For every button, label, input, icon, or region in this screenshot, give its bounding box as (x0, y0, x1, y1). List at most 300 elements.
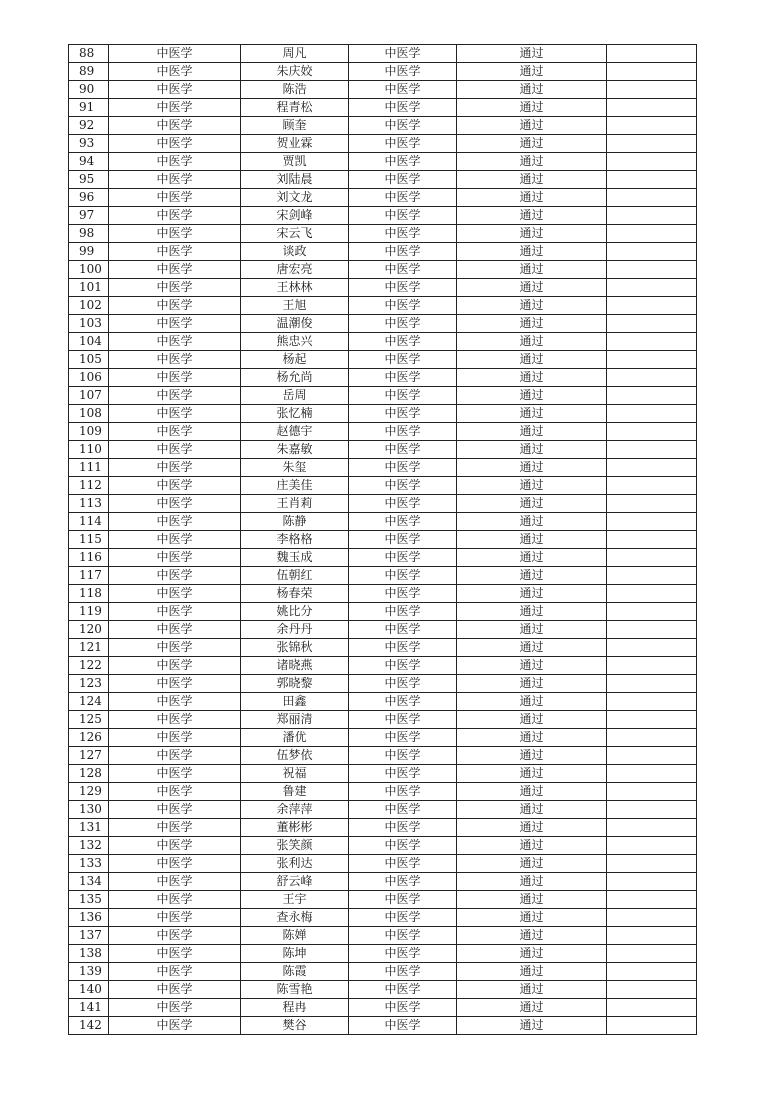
student-name-cell: 祝福 (241, 765, 349, 783)
program-cell: 中医学 (349, 387, 457, 405)
student-name-cell: 诸晓燕 (241, 657, 349, 675)
student-name-cell: 陈浩 (241, 81, 349, 99)
program-cell: 中医学 (349, 909, 457, 927)
row-number-cell: 113 (69, 495, 109, 513)
student-name-cell: 赵德宇 (241, 423, 349, 441)
student-name-cell: 杨起 (241, 351, 349, 369)
row-number-cell: 122 (69, 657, 109, 675)
remark-cell (607, 477, 697, 495)
program-cell: 中医学 (349, 531, 457, 549)
result-cell: 通过 (457, 189, 607, 207)
program-cell: 中医学 (349, 729, 457, 747)
row-number-cell: 124 (69, 693, 109, 711)
remark-cell (607, 927, 697, 945)
table-row (69, 1017, 697, 1035)
row-number-cell: 134 (69, 873, 109, 891)
row-number-cell: 108 (69, 405, 109, 423)
major-cell: 中医学 (109, 405, 241, 423)
remark-cell (607, 585, 697, 603)
table-row (69, 495, 697, 513)
major-cell: 中医学 (109, 477, 241, 495)
result-cell: 通过 (457, 567, 607, 585)
row-number-cell: 106 (69, 369, 109, 387)
major-cell: 中医学 (109, 45, 241, 63)
result-cell: 通过 (457, 207, 607, 225)
program-cell: 中医学 (349, 585, 457, 603)
result-cell: 通过 (457, 603, 607, 621)
result-cell: 通过 (457, 927, 607, 945)
row-number-cell: 96 (69, 189, 109, 207)
row-number-cell: 97 (69, 207, 109, 225)
result-cell: 通过 (457, 117, 607, 135)
remark-cell (607, 495, 697, 513)
table-row (69, 189, 697, 207)
row-number-cell: 90 (69, 81, 109, 99)
row-number-cell: 103 (69, 315, 109, 333)
student-name-cell: 张利达 (241, 855, 349, 873)
row-number-cell: 125 (69, 711, 109, 729)
row-number-cell: 101 (69, 279, 109, 297)
major-cell: 中医学 (109, 369, 241, 387)
result-cell: 通过 (457, 639, 607, 657)
table-row (69, 603, 697, 621)
row-number-cell: 95 (69, 171, 109, 189)
program-cell: 中医学 (349, 819, 457, 837)
row-number-cell: 120 (69, 621, 109, 639)
table-row (69, 909, 697, 927)
row-number-cell: 121 (69, 639, 109, 657)
remark-cell (607, 603, 697, 621)
row-number-cell: 140 (69, 981, 109, 999)
program-cell: 中医学 (349, 459, 457, 477)
major-cell: 中医学 (109, 549, 241, 567)
student-name-cell: 魏玉成 (241, 549, 349, 567)
remark-cell (607, 171, 697, 189)
result-cell: 通过 (457, 855, 607, 873)
program-cell: 中医学 (349, 297, 457, 315)
remark-cell (607, 459, 697, 477)
result-cell: 通过 (457, 621, 607, 639)
result-cell: 通过 (457, 387, 607, 405)
result-cell: 通过 (457, 783, 607, 801)
result-cell: 通过 (457, 441, 607, 459)
program-cell: 中医学 (349, 675, 457, 693)
remark-cell (607, 747, 697, 765)
result-cell: 通过 (457, 693, 607, 711)
table-row (69, 945, 697, 963)
row-number-cell: 92 (69, 117, 109, 135)
row-number-cell: 94 (69, 153, 109, 171)
result-cell: 通过 (457, 495, 607, 513)
major-cell: 中医学 (109, 765, 241, 783)
major-cell: 中医学 (109, 135, 241, 153)
result-cell: 通过 (457, 711, 607, 729)
major-cell: 中医学 (109, 855, 241, 873)
major-cell: 中医学 (109, 441, 241, 459)
program-cell: 中医学 (349, 513, 457, 531)
remark-cell (607, 729, 697, 747)
student-name-cell: 陈坤 (241, 945, 349, 963)
table-row (69, 405, 697, 423)
student-name-cell: 鲁建 (241, 783, 349, 801)
row-number-cell: 141 (69, 999, 109, 1017)
row-number-cell: 126 (69, 729, 109, 747)
program-cell: 中医学 (349, 621, 457, 639)
remark-cell (607, 369, 697, 387)
program-cell: 中医学 (349, 783, 457, 801)
program-cell: 中医学 (349, 963, 457, 981)
remark-cell (607, 909, 697, 927)
table-row (69, 819, 697, 837)
student-name-cell: 贺业霖 (241, 135, 349, 153)
student-name-cell: 朱嘉敏 (241, 441, 349, 459)
result-cell: 通过 (457, 423, 607, 441)
remark-cell (607, 657, 697, 675)
table-row (69, 783, 697, 801)
remark-cell (607, 441, 697, 459)
program-cell: 中医学 (349, 117, 457, 135)
program-cell: 中医学 (349, 189, 457, 207)
program-cell: 中医学 (349, 99, 457, 117)
row-number-cell: 116 (69, 549, 109, 567)
table-row (69, 765, 697, 783)
row-number-cell: 136 (69, 909, 109, 927)
table-row (69, 693, 697, 711)
student-name-cell: 舒云峰 (241, 873, 349, 891)
remark-cell (607, 99, 697, 117)
table-row (69, 63, 697, 81)
result-cell: 通过 (457, 243, 607, 261)
result-cell: 通过 (457, 657, 607, 675)
major-cell: 中医学 (109, 657, 241, 675)
remark-cell (607, 981, 697, 999)
student-name-cell: 查永梅 (241, 909, 349, 927)
student-name-cell: 王宇 (241, 891, 349, 909)
result-cell: 通过 (457, 369, 607, 387)
row-number-cell: 112 (69, 477, 109, 495)
result-cell: 通过 (457, 729, 607, 747)
table-row (69, 171, 697, 189)
program-cell: 中医学 (349, 693, 457, 711)
student-name-cell: 李格格 (241, 531, 349, 549)
major-cell: 中医学 (109, 621, 241, 639)
result-cell: 通过 (457, 981, 607, 999)
major-cell: 中医学 (109, 225, 241, 243)
row-number-cell: 110 (69, 441, 109, 459)
remark-cell (607, 189, 697, 207)
row-number-cell: 105 (69, 351, 109, 369)
table-row (69, 351, 697, 369)
result-cell: 通过 (457, 81, 607, 99)
row-number-cell: 115 (69, 531, 109, 549)
row-number-cell: 128 (69, 765, 109, 783)
row-number-cell: 133 (69, 855, 109, 873)
table-row (69, 387, 697, 405)
student-name-cell: 陈霞 (241, 963, 349, 981)
result-cell: 通过 (457, 459, 607, 477)
table-row (69, 369, 697, 387)
student-name-cell: 宋剑峰 (241, 207, 349, 225)
row-number-cell: 102 (69, 297, 109, 315)
student-name-cell: 刘文龙 (241, 189, 349, 207)
program-cell: 中医学 (349, 603, 457, 621)
student-name-cell: 陈静 (241, 513, 349, 531)
row-number-cell: 104 (69, 333, 109, 351)
major-cell: 中医学 (109, 603, 241, 621)
program-cell: 中医学 (349, 855, 457, 873)
program-cell: 中医学 (349, 567, 457, 585)
remark-cell (607, 135, 697, 153)
result-cell: 通过 (457, 801, 607, 819)
major-cell: 中医学 (109, 729, 241, 747)
program-cell: 中医学 (349, 81, 457, 99)
student-name-cell: 张笑颜 (241, 837, 349, 855)
result-cell: 通过 (457, 315, 607, 333)
table-row (69, 657, 697, 675)
table-row (69, 963, 697, 981)
result-cell: 通过 (457, 765, 607, 783)
major-cell: 中医学 (109, 423, 241, 441)
result-cell: 通过 (457, 747, 607, 765)
student-name-cell: 伍梦依 (241, 747, 349, 765)
major-cell: 中医学 (109, 1017, 241, 1035)
program-cell: 中医学 (349, 765, 457, 783)
row-number-cell: 131 (69, 819, 109, 837)
remark-cell (607, 531, 697, 549)
result-cell: 通过 (457, 477, 607, 495)
table-row (69, 423, 697, 441)
row-number-cell: 119 (69, 603, 109, 621)
row-number-cell: 107 (69, 387, 109, 405)
row-number-cell: 99 (69, 243, 109, 261)
remark-cell (607, 243, 697, 261)
row-number-cell: 123 (69, 675, 109, 693)
result-cell: 通过 (457, 225, 607, 243)
result-cell: 通过 (457, 531, 607, 549)
result-cell: 通过 (457, 891, 607, 909)
major-cell: 中医学 (109, 639, 241, 657)
student-name-cell: 潘优 (241, 729, 349, 747)
remark-cell (607, 513, 697, 531)
major-cell: 中医学 (109, 963, 241, 981)
major-cell: 中医学 (109, 711, 241, 729)
major-cell: 中医学 (109, 189, 241, 207)
table-row (69, 477, 697, 495)
student-name-cell: 陈婵 (241, 927, 349, 945)
student-name-cell: 周凡 (241, 45, 349, 63)
student-name-cell: 余丹丹 (241, 621, 349, 639)
student-name-cell: 田鑫 (241, 693, 349, 711)
program-cell: 中医学 (349, 981, 457, 999)
remark-cell (607, 819, 697, 837)
program-cell: 中医学 (349, 63, 457, 81)
major-cell: 中医学 (109, 819, 241, 837)
student-name-cell: 朱玺 (241, 459, 349, 477)
remark-cell (607, 315, 697, 333)
result-cell: 通过 (457, 405, 607, 423)
student-name-cell: 董彬彬 (241, 819, 349, 837)
program-cell: 中医学 (349, 549, 457, 567)
result-cell: 通过 (457, 513, 607, 531)
result-cell: 通过 (457, 963, 607, 981)
program-cell: 中医学 (349, 657, 457, 675)
result-cell: 通过 (457, 909, 607, 927)
remark-cell (607, 153, 697, 171)
scanned-document-page (68, 44, 696, 1035)
row-number-cell: 91 (69, 99, 109, 117)
program-cell: 中医学 (349, 927, 457, 945)
major-cell: 中医学 (109, 927, 241, 945)
remark-cell (607, 81, 697, 99)
table-row (69, 135, 697, 153)
major-cell: 中医学 (109, 207, 241, 225)
table-row (69, 117, 697, 135)
program-cell: 中医学 (349, 279, 457, 297)
major-cell: 中医学 (109, 351, 241, 369)
remark-cell (607, 783, 697, 801)
result-cell: 通过 (457, 333, 607, 351)
major-cell: 中医学 (109, 117, 241, 135)
result-cell: 通过 (457, 135, 607, 153)
remark-cell (607, 765, 697, 783)
program-cell: 中医学 (349, 243, 457, 261)
table-row (69, 261, 697, 279)
table-row (69, 279, 697, 297)
program-cell: 中医学 (349, 837, 457, 855)
student-name-cell: 唐宏亮 (241, 261, 349, 279)
result-cell: 通过 (457, 837, 607, 855)
result-cell: 通过 (457, 261, 607, 279)
student-name-cell: 谈政 (241, 243, 349, 261)
result-cell: 通过 (457, 297, 607, 315)
student-name-cell: 余萍萍 (241, 801, 349, 819)
table-row (69, 981, 697, 999)
major-cell: 中医学 (109, 387, 241, 405)
student-name-cell: 陈雪艳 (241, 981, 349, 999)
remark-cell (607, 639, 697, 657)
student-name-cell: 王肖莉 (241, 495, 349, 513)
result-cell: 通过 (457, 171, 607, 189)
remark-cell (607, 117, 697, 135)
student-name-cell: 伍朝红 (241, 567, 349, 585)
student-name-cell: 杨允尚 (241, 369, 349, 387)
table-row (69, 711, 697, 729)
student-name-cell: 郑丽清 (241, 711, 349, 729)
remark-cell (607, 549, 697, 567)
remark-cell (607, 225, 697, 243)
major-cell: 中医学 (109, 261, 241, 279)
major-cell: 中医学 (109, 567, 241, 585)
program-cell: 中医学 (349, 801, 457, 819)
major-cell: 中医学 (109, 63, 241, 81)
table-row (69, 639, 697, 657)
row-number-cell: 89 (69, 63, 109, 81)
remark-cell (607, 45, 697, 63)
student-name-cell: 庄美佳 (241, 477, 349, 495)
table-row (69, 243, 697, 261)
student-name-cell: 王林林 (241, 279, 349, 297)
remark-cell (607, 963, 697, 981)
major-cell: 中医学 (109, 945, 241, 963)
result-cell: 通过 (457, 1017, 607, 1035)
major-cell: 中医学 (109, 333, 241, 351)
major-cell: 中医学 (109, 585, 241, 603)
remark-cell (607, 351, 697, 369)
major-cell: 中医学 (109, 693, 241, 711)
student-name-cell: 顾奎 (241, 117, 349, 135)
row-number-cell: 138 (69, 945, 109, 963)
table-row (69, 153, 697, 171)
table-row (69, 729, 697, 747)
row-number-cell: 137 (69, 927, 109, 945)
table-row (69, 99, 697, 117)
program-cell: 中医学 (349, 351, 457, 369)
student-name-cell: 熊忠兴 (241, 333, 349, 351)
program-cell: 中医学 (349, 495, 457, 513)
student-name-cell: 朱庆姣 (241, 63, 349, 81)
student-name-cell: 樊谷 (241, 1017, 349, 1035)
major-cell: 中医学 (109, 999, 241, 1017)
major-cell: 中医学 (109, 675, 241, 693)
row-number-cell: 114 (69, 513, 109, 531)
row-number-cell: 111 (69, 459, 109, 477)
major-cell: 中医学 (109, 153, 241, 171)
table-row (69, 81, 697, 99)
student-name-cell: 宋云飞 (241, 225, 349, 243)
table-row (69, 675, 697, 693)
row-number-cell: 98 (69, 225, 109, 243)
table-row (69, 999, 697, 1017)
major-cell: 中医学 (109, 315, 241, 333)
major-cell: 中医学 (109, 81, 241, 99)
table-row (69, 459, 697, 477)
program-cell: 中医学 (349, 441, 457, 459)
remark-cell (607, 279, 697, 297)
remark-cell (607, 837, 697, 855)
row-number-cell: 130 (69, 801, 109, 819)
table-row (69, 531, 697, 549)
program-cell: 中医学 (349, 369, 457, 387)
program-cell: 中医学 (349, 711, 457, 729)
remark-cell (607, 207, 697, 225)
table-row (69, 837, 697, 855)
row-number-cell: 118 (69, 585, 109, 603)
row-number-cell: 100 (69, 261, 109, 279)
table-row (69, 855, 697, 873)
major-cell: 中医学 (109, 909, 241, 927)
table-row (69, 441, 697, 459)
result-cell: 通过 (457, 873, 607, 891)
program-cell: 中医学 (349, 405, 457, 423)
remark-cell (607, 63, 697, 81)
remark-cell (607, 873, 697, 891)
student-name-cell: 刘陆晨 (241, 171, 349, 189)
major-cell: 中医学 (109, 495, 241, 513)
student-name-cell: 温潮俊 (241, 315, 349, 333)
program-cell: 中医学 (349, 639, 457, 657)
remark-cell (607, 387, 697, 405)
table-row (69, 585, 697, 603)
program-cell: 中医学 (349, 945, 457, 963)
program-cell: 中医学 (349, 171, 457, 189)
remark-cell (607, 855, 697, 873)
major-cell: 中医学 (109, 801, 241, 819)
table-row (69, 567, 697, 585)
student-name-cell: 岳周 (241, 387, 349, 405)
table-row (69, 333, 697, 351)
program-cell: 中医学 (349, 747, 457, 765)
result-cell: 通过 (457, 819, 607, 837)
